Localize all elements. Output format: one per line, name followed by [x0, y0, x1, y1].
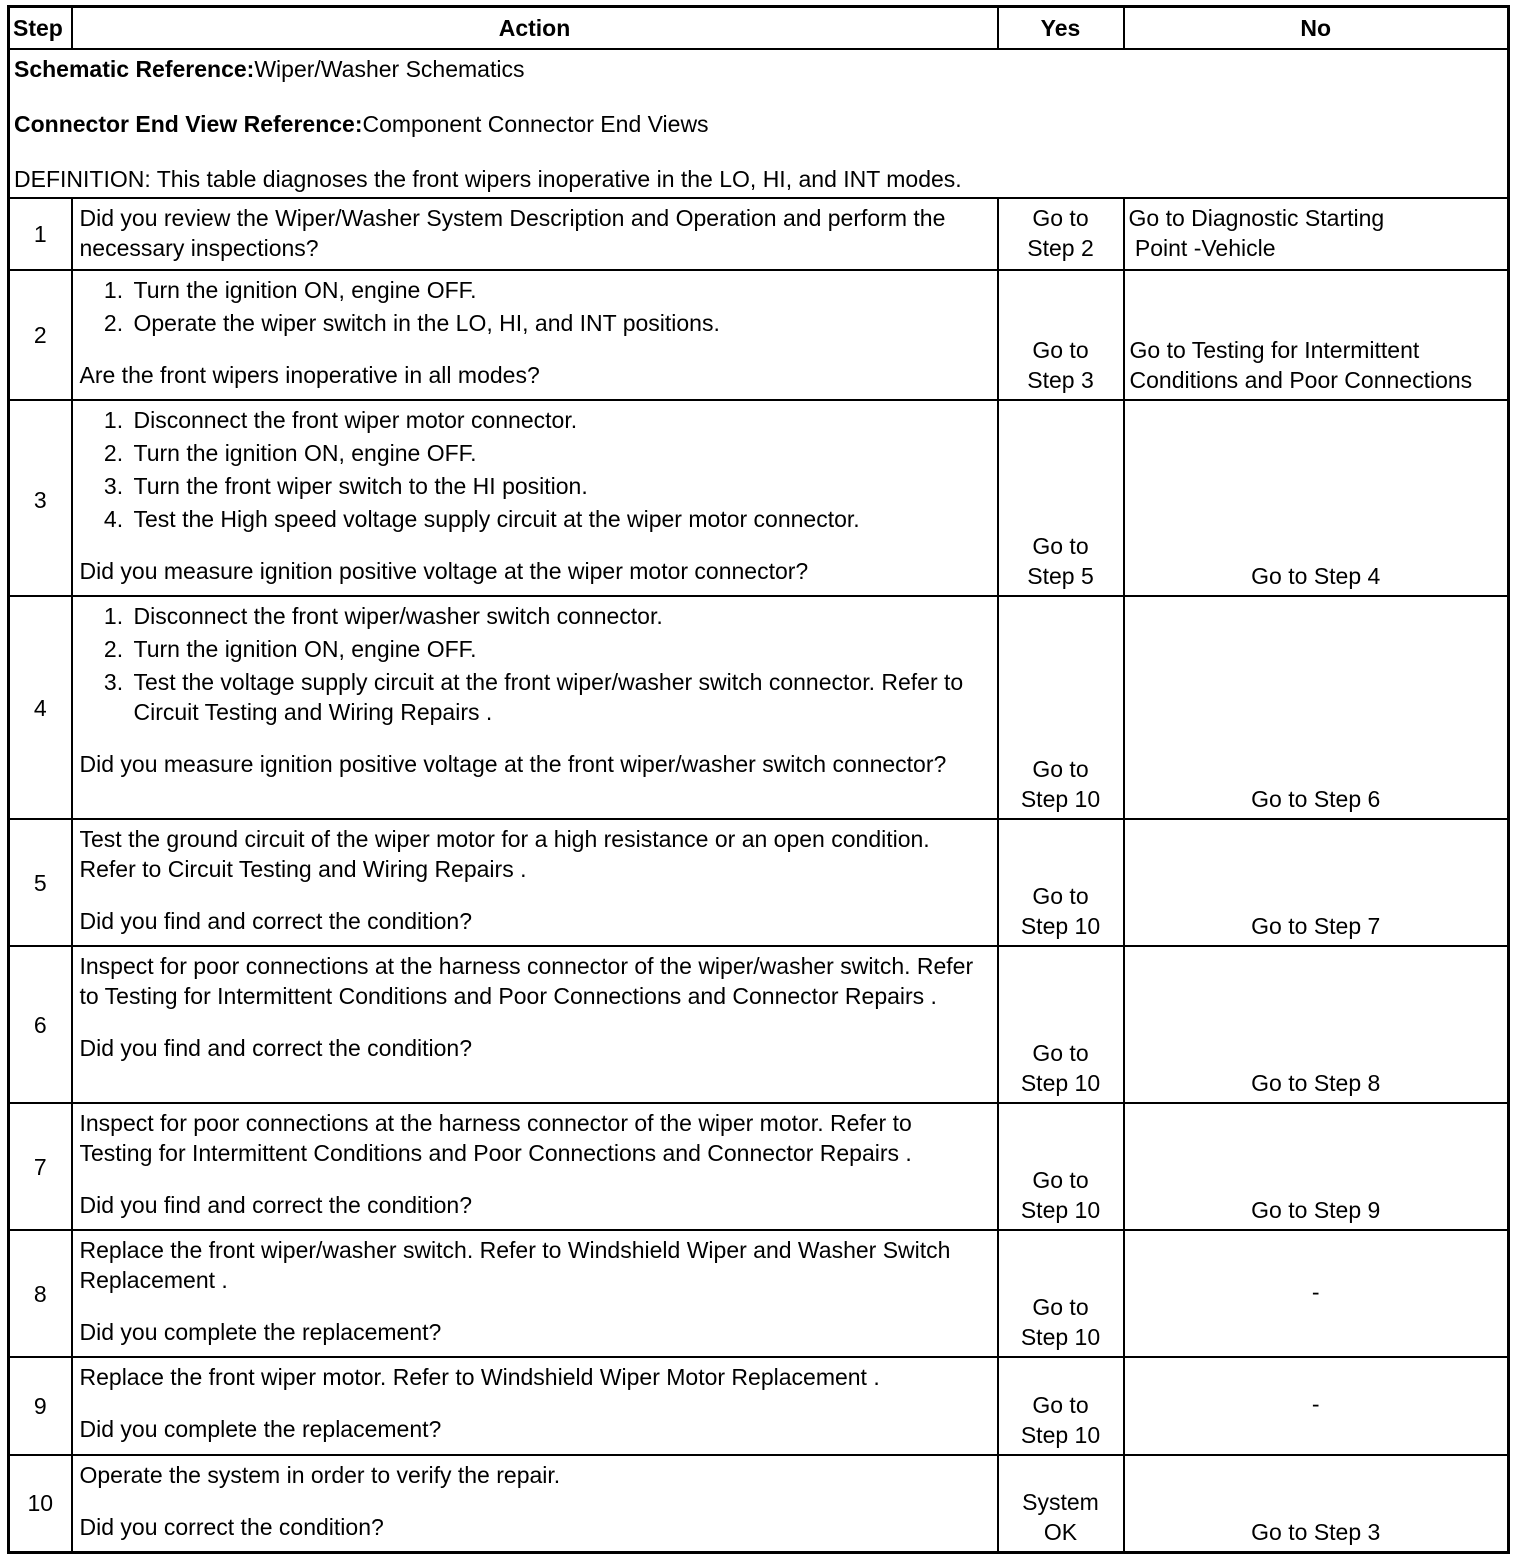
yes-cell: [998, 819, 1124, 946]
action-question: Are the front wipers inoperative in all modes?: [79, 362, 540, 388]
action-cell: [72, 270, 998, 400]
action-steps: [80, 405, 989, 534]
yes-cell: [998, 1357, 1124, 1455]
action-question: Did you find and correct the condition?: [79, 1035, 473, 1061]
no-line: Go to Diagnostic Starting: [1128, 205, 1385, 231]
header-step: Step: [9, 7, 72, 50]
action-cell: [72, 198, 998, 270]
yes-cell: [998, 1455, 1124, 1552]
action-cell: [72, 1103, 998, 1230]
action-step: 1. Disconnect the front wiper/washer switch connector.: [130, 601, 989, 631]
yes-line: Go to: [1032, 205, 1089, 231]
diagnostic-table: [7, 5, 1510, 1554]
yes-line: System: [1022, 1488, 1099, 1515]
schematic-reference: [14, 54, 1503, 84]
no-line: Go to Testing for Intermittent: [1129, 337, 1420, 363]
yes-line: Step 10: [1020, 786, 1101, 812]
table-row: [9, 1357, 1509, 1455]
action-steps: [80, 601, 989, 727]
connector-reference-label: Connector End View Reference:: [14, 111, 363, 137]
header-no: No: [1124, 7, 1509, 50]
yes-cell: [998, 400, 1124, 596]
action-cell: [72, 1357, 998, 1455]
no-cell: [1124, 198, 1509, 270]
action-step: 1. Turn the ignition ON, engine OFF.: [130, 275, 989, 305]
yes-line: Go to: [1032, 1294, 1089, 1320]
action-step: 4. Test the High speed voltage supply circuit at the wiper motor connector.: [130, 504, 989, 534]
diagnostic-table-container: [7, 5, 1507, 1554]
header-action: Action: [72, 7, 998, 50]
action-step: 3. Test the voltage supply circuit at the front wiper/washer switch connector. Refer to Circuit Testing and Wiring Repairs .: [130, 667, 989, 727]
table-row: [9, 946, 1509, 1103]
yes-line: Step 10: [1020, 1197, 1101, 1223]
no-cell: Go to Step 6: [1124, 596, 1509, 819]
yes-line: Go to: [1032, 533, 1089, 559]
action-question: Did you measure ignition positive voltage at the wiper motor connector?: [79, 558, 809, 584]
action-text: Test the ground circuit of the wiper motor for a high resistance or an open condition. Refer to Circuit Testing and Wiring Repairs .: [79, 826, 930, 882]
action-step: 2. Operate the wiper switch in the LO, HI, and INT positions.: [130, 308, 989, 338]
no-cell: Go to Step 3: [1124, 1455, 1509, 1552]
yes-line: Step 10: [1020, 1070, 1101, 1096]
step-number: 4: [9, 596, 72, 819]
action-text: Replace the front wiper motor. Refer to Windshield Wiper Motor Replacement .: [79, 1364, 880, 1390]
table-row: [9, 270, 1509, 400]
step-number: 9: [9, 1357, 72, 1455]
action-step: 2. Turn the ignition ON, engine OFF.: [130, 438, 989, 468]
yes-line: Go to: [1032, 756, 1089, 782]
action-step: 2. Turn the ignition ON, engine OFF.: [130, 634, 989, 664]
no-line: Point -Vehicle: [1128, 235, 1276, 261]
action-text: Inspect for poor connections at the harness connector of the wiper/washer switch. Refer to Testing for Intermittent Conditions and Poor Connections and Connector Repairs .: [79, 953, 974, 1009]
no-cell: [1124, 270, 1509, 400]
yes-cell: [998, 596, 1124, 819]
yes-line: Go to: [1032, 337, 1089, 363]
header-yes: Yes: [998, 7, 1124, 50]
table-row: [9, 1230, 1509, 1357]
yes-cell: [998, 1230, 1124, 1357]
no-cell: -: [1124, 1230, 1509, 1357]
yes-line: Step 10: [1020, 913, 1101, 939]
schematic-reference-link[interactable]: Wiper/Washer Schematics: [254, 56, 525, 82]
no-cell: -: [1124, 1357, 1509, 1455]
yes-line: Go to: [1032, 1040, 1089, 1066]
yes-line: Step 5: [1027, 563, 1094, 589]
table-row: [9, 1455, 1509, 1552]
step-number: 7: [9, 1103, 72, 1230]
action-question: Did you complete the replacement?: [79, 1319, 442, 1345]
definition: DEFINITION: This table diagnoses the front wipers inoperative in the LO, HI, and INT modes.: [14, 166, 962, 192]
step-number: 5: [9, 819, 72, 946]
yes-cell: [998, 1103, 1124, 1230]
schematic-reference-label: Schematic Reference:: [14, 56, 255, 82]
no-cell: Go to Step 4: [1124, 400, 1509, 596]
yes-line: Go to: [1032, 1392, 1089, 1418]
yes-cell: [998, 946, 1124, 1103]
step-number: 1: [9, 198, 72, 270]
yes-line: OK: [1043, 1518, 1078, 1545]
step-number: 10: [9, 1455, 72, 1552]
connector-reference: [14, 109, 1503, 139]
step-number: 2: [9, 270, 72, 400]
step-number: 3: [9, 400, 72, 596]
action-step: 3. Turn the front wiper switch to the HI position.: [130, 471, 989, 501]
action-question: Did you complete the replacement?: [79, 1416, 442, 1442]
no-cell: Go to Step 8: [1124, 946, 1509, 1103]
action-question: Did you find and correct the condition?: [79, 1192, 473, 1218]
table-row: [9, 198, 1509, 270]
table-row: [9, 596, 1509, 819]
connector-reference-link[interactable]: Component Connector End Views: [362, 111, 709, 137]
action-text: Inspect for poor connections at the harness connector of the wiper motor. Refer to Testing for Intermittent Conditions and Poor Connections and Connector Repairs .: [79, 1110, 912, 1166]
yes-line: Go to: [1032, 883, 1089, 909]
step-number: 6: [9, 946, 72, 1103]
action-cell: [72, 400, 998, 596]
table-row: [9, 400, 1509, 596]
yes-line: Step 3: [1027, 367, 1094, 393]
table-row: [9, 819, 1509, 946]
action-cell: [72, 596, 998, 819]
action-text: Did you review the Wiper/Washer System Description and Operation and perform the necessary inspections?: [79, 205, 946, 261]
action-question: Did you correct the condition?: [79, 1514, 384, 1540]
yes-line: Step 2: [1027, 235, 1094, 261]
yes-line: Go to: [1032, 1167, 1089, 1193]
no-cell: Go to Step 9: [1124, 1103, 1509, 1230]
action-cell: [72, 1455, 998, 1552]
yes-cell: [998, 270, 1124, 400]
action-text: Operate the system in order to verify the repair.: [79, 1462, 561, 1488]
action-cell: [72, 819, 998, 946]
table-row: [9, 1103, 1509, 1230]
action-cell: [72, 1230, 998, 1357]
no-cell: Go to Step 7: [1124, 819, 1509, 946]
action-question: Did you find and correct the condition?: [79, 908, 473, 934]
header-row: [9, 7, 1509, 50]
reference-cell: [9, 49, 1509, 198]
step-number: 8: [9, 1230, 72, 1357]
action-question: Did you measure ignition positive voltage at the front wiper/washer switch connector?: [79, 751, 947, 777]
yes-line: Step 10: [1020, 1324, 1101, 1350]
action-steps: [80, 275, 989, 338]
no-line: Conditions and Poor Connections: [1129, 367, 1473, 393]
action-step: 1. Disconnect the front wiper motor connector.: [130, 405, 989, 435]
action-text: Replace the front wiper/washer switch. Refer to Windshield Wiper and Washer Switch Replacement .: [79, 1237, 951, 1293]
action-cell: [72, 946, 998, 1103]
yes-cell: [998, 198, 1124, 270]
yes-line: Step 10: [1020, 1422, 1101, 1448]
reference-row: [9, 49, 1509, 198]
